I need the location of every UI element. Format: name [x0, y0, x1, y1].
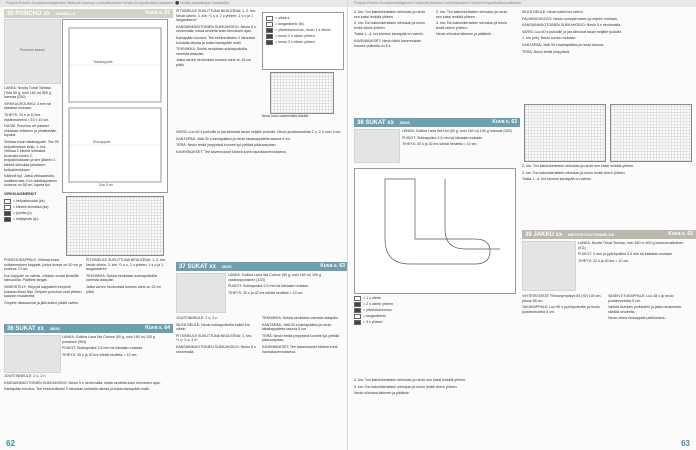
paragraph: KAVENNUKSET: Tee kavennukset kärkeä kohti nauhakavennuksena. — [262, 344, 338, 354]
poncho-photo — [4, 19, 61, 84]
paragraph: PUIKOT: Sukkapuikot 2,5 mm tai käsialan mukaan. — [228, 284, 310, 289]
paragraph: Neulo silmukat kärkeen ja päättele. — [436, 32, 492, 37]
legend-row — [266, 28, 340, 33]
socks-38-title: 38 SUKAT xx — [357, 120, 394, 126]
jacket-39-header — [522, 230, 696, 239]
legend-swatch — [354, 320, 361, 325]
top-bar-text: Pohjola-Puhelin-Sovuksimmätajärveen Nilakoirin teamma Lomirottsonanne Novita Erovjaoltuhtäva sekainen: ⚫ Novita-sukkalangan kantaketjut — [6, 1, 230, 5]
legend-row — [354, 320, 514, 325]
paragraph: Ompele olkasaumat ja jätä aukko päätä varten. — [4, 300, 80, 305]
paragraph: PONCHOKAPPALE: Virkkaa ensin suikalemainen kappale, jonka leveys on 20 cm ja korkeus 70 cm. — [4, 258, 82, 272]
socks-38-designer: 36/39 — [399, 120, 410, 125]
poncho-diagram — [62, 19, 168, 193]
poncho-col-1 — [4, 86, 59, 190]
socks-38-page-ref: Kuva s. 63 — [492, 119, 517, 125]
poncho-diagram-svg — [63, 20, 167, 192]
paragraph: TIHEYS: 19 s ja 10 krs mallineuleeksi = 10 x 10 cm. — [4, 112, 50, 122]
poncho-designer: NAISELLE — [55, 11, 76, 16]
paragraph: PALMIKKOKUVIO: Neulo ruutupiirroksen ja ohjeen mukaan. — [522, 16, 618, 21]
paragraph: Kantapään korotus: Tee ensimmäisten 2 silmukan kohdalla oikeaa ja toista kantapään malli. — [4, 387, 150, 392]
jacket-39-col-1 — [522, 294, 604, 444]
chart-legend-list — [266, 16, 340, 66]
legend-text: = langankierto (lk) — [275, 22, 304, 27]
legend-swatch — [354, 302, 361, 307]
paragraph: KANSAINMUOTOINEN SUKKAHOIDO: Neulo 5 s neulomalla, toista neuletta koko kerroksen ajan. — [4, 380, 161, 385]
legend-row — [266, 16, 340, 21]
page-number-right: 63 — [681, 439, 690, 448]
paragraph: 1. krs (oik): Neulo kuvion mukaan. — [522, 36, 577, 41]
jacket-39-designer: NEITEISTUOTENIME-DA — [568, 232, 615, 237]
paragraph: JOUSTINNEULE: 2 o, 2 n — [176, 316, 218, 320]
diagram-label-front: Etukappale — [93, 140, 111, 144]
legend-swatch — [354, 314, 361, 319]
sock-diagram — [354, 168, 516, 294]
paragraph: 3. krs: Ton kaksinkertaisen silmukan ja neulo lenkit oikein yhteen. — [354, 21, 426, 30]
right-col-3b — [522, 164, 690, 224]
sock-outline — [385, 179, 490, 264]
paragraph: Toista 1.–4. krs kunnes kantapää on valmis. — [354, 32, 424, 37]
socks-38-body — [354, 378, 514, 444]
paragraph: JOUSTINNEULE: 2 o, 2 n — [4, 374, 46, 378]
legend-row — [266, 34, 340, 39]
socks-38-photo — [354, 129, 400, 163]
cable-chart-b — [610, 104, 692, 162]
legend-row — [266, 40, 340, 45]
paragraph: TEKNIIKKA: Sukka neulotaan sukkapuikoilla varresta alaspäin. — [176, 47, 247, 56]
poncho-page-ref: Kuva s. 61 — [145, 10, 170, 16]
legend-text: = ylivetokavennus, neulo 1 s oikein — [275, 28, 331, 33]
legend-swatch — [266, 22, 273, 27]
lace-chart — [270, 72, 334, 114]
paragraph: Kantapään korotus: Tee ensimmäisten 2 silmukan kohdalla oikeaa ja toista kantapään malli. — [176, 35, 256, 45]
paragraph: SILEÄ NEULE: Neulo sukkapuikoilla kaikki krs oikein. — [176, 322, 250, 332]
legend-swatch — [4, 217, 11, 222]
socks-36-body — [4, 374, 166, 442]
legend-row — [4, 205, 64, 210]
paragraph: Z. krs: Ton kaksinkertaisen silmukan ja neulo sen kaksi lenkkiä yhteen. — [522, 164, 635, 168]
paragraph: VASEN ETUKAPPALE: Luo 48 s ja neulo joustinneuletta 5 cm. — [608, 294, 674, 303]
page-number-left: 62 — [6, 439, 15, 448]
paragraph: VARSI: Luo 60 s puikoille ja jaa silmukat tasan neljälle puikolle. — [522, 29, 623, 34]
poncho-header — [4, 9, 173, 18]
legend-row — [354, 308, 514, 313]
jacket-39-yarn — [578, 241, 690, 291]
socks-37-yarn — [228, 273, 342, 313]
paragraph: LANKA: Novita Tuhat Tarinaa (Tofa 50 g, noin 160 m) 500 g harmaa (030) — [4, 86, 51, 100]
poncho-col-2 — [4, 258, 82, 320]
socks-36-designer: 38/39 — [49, 326, 60, 331]
paragraph: PITSINEULE SUKUTTUNA NEULEENA: 1. 2. krs: Neulo oikein. 3. krs: *1 s o, 2 o yhteen, 1 s o ja 1 langankierto*. — [86, 258, 166, 272]
socks-37-designer: 36/39 — [221, 264, 232, 269]
paragraph: 3. krs: Ton kaksinkertaisen silmukan ja neulo lenkit oikein yhteen. — [354, 384, 458, 389]
paragraph: PITSINEULE SUKUTTUNA NEULEENA: 1. 2. krs: Neulo oikein. 3. krs: *1 s o, 2 o yhteen, 1 s o ja 1 langankierto*. — [176, 9, 256, 23]
paragraph: Käännä työ. Jatka virkkaamalla mallikerrosta. Kun takakappaleen korkeus on 58 cm, lopeta työ. — [4, 174, 58, 188]
legend-title: VIRKKUUSMERKIT — [4, 192, 37, 196]
right-col-3 — [522, 10, 690, 100]
paragraph: Jatka varren neulomista kunnes varsi on 15 cm pitkä. — [176, 58, 252, 67]
socks-36-yarn — [62, 335, 166, 371]
legend-swatch — [266, 16, 273, 21]
sock-outline-2 — [445, 179, 500, 249]
paragraph: KANTAPÄÄ: Jätä 30 s kantapääksi ja neulo tasona. — [522, 42, 605, 47]
legend-text: = 3 s yhteen — [363, 320, 383, 325]
paragraph: TIHEYS: 30 s ja 42 krs sileää neuletta = 10 cm. — [62, 352, 138, 357]
paragraph: LANKA: Gollina Lana Wa Cotone (50 g, noin 160 m) 100 g vaaleanpunainen (103) — [228, 273, 321, 282]
paragraph: LANKA: Gollina Lana Wa Uni (50 g, noin 160 m) 100 g turkoosi (325) — [402, 129, 512, 133]
paragraph: TIHEYS: 30 s ja 42 krs sileää neuletta = 10 cm. — [228, 290, 304, 295]
socks-38-yarn — [402, 129, 514, 163]
paragraph: PUIKOT: 3 mm ja pyöröpuikko 3,5 mm tai käsialan mukaan. — [578, 252, 673, 257]
paragraph: 3. krs: Ton kaksinkertaisen silmukan ja neulo lenkit oikein yhteen. — [436, 21, 508, 30]
legend-text: = 1 s oikein — [363, 296, 382, 301]
jacket-39-photo — [522, 241, 576, 291]
paragraph: PITSINEULE SUKUTTUNA NEULEENA: 1. krs: *1 o, 2 o, 1 s*. — [176, 333, 252, 343]
legend-row — [4, 211, 64, 216]
paragraph: KANSAINMUOTOINEN SUKKAHOIDO: Neulo 5 s neulomalla. — [522, 23, 622, 28]
legend-text: = oikea s — [275, 16, 290, 21]
paragraph: TERÄ: Neulo terää ympyränä kunnes työ peittää pikkuvarpaan. — [176, 143, 277, 148]
paragraph: TERÄ: Neulo terää ympyränä kunnes työ peittää pikkuvarpaan. — [262, 333, 340, 343]
paragraph: Z. krs: Ton kaksinkertaisen silmukan ja neulo sen kaksi lenkkiä yhteen. — [354, 10, 426, 19]
diagram-label-width: Sivu 5 cm — [99, 183, 113, 187]
socks-37-page-ref: Kuva s. 63 — [320, 263, 345, 269]
legend-row — [266, 22, 340, 27]
paragraph: VARSI: Luo 60 s puikoille ja jaa silmukat tasan neljälle puikolle. Neulo joustinneuletta 2 o, 2 n noin 3 cm. — [176, 130, 342, 134]
legend-text: = langankierto — [363, 314, 386, 319]
legend-swatch — [4, 205, 11, 210]
socks-37-photo — [176, 273, 226, 313]
paragraph: KAVENNUKSET: Tee kavennukset kärkeä kohti nauhakavennuksena. — [176, 149, 287, 154]
paragraph: Z. krs: Ton kaksinkertaisen silmukan ja neulo sen kaksi lenkkiä yhteen. — [436, 10, 508, 19]
paragraph: Vaihda isompiin puikkoihin ja jatka neulomista sileällä neuleella. — [608, 305, 681, 314]
paragraph: Virkkaa ensin takakappale. Tee 99 ketjusilmukan ketju. 1. krs: Virkkaa 1 kiinteä silmukka koukusta lukien 2. ketjusilmukkaan ja sen jälkeen 1 kiinteä silmukka jokaiseen ketjusilmukkaan. — [4, 139, 59, 172]
paragraph: Toista 1.–4. krs kunnes kantapää on valmis. — [522, 177, 592, 182]
cable-chart-a — [524, 104, 606, 162]
jacket-39-page-ref: Kuva s. 65 — [668, 231, 693, 237]
paragraph: Neulo oikea etukappale peilikuvana. — [608, 316, 666, 321]
legend-text: = ketjusilmukka (ks) — [13, 198, 45, 203]
socks-38-header — [354, 118, 520, 127]
poncho-legend — [4, 192, 64, 232]
poncho-photo-label: Ponchon kaavio — [20, 48, 45, 52]
socks-37-col-2 — [262, 316, 342, 442]
paragraph: KANSAINMUOTOINEN SUKKAHOIDO: Neulo 5 s neulomalla, toista neuletta koko kerroksen ajan. — [176, 24, 256, 34]
legend-row — [354, 296, 514, 301]
legend-swatch — [266, 28, 273, 33]
legend-row — [4, 217, 64, 222]
legend-row — [354, 302, 514, 307]
poncho-col-2b — [86, 258, 166, 320]
paragraph: Jatka varren neulomista kunnes varsi on 15 cm pitkä. — [86, 284, 162, 294]
socks-36-page-ref: Kuva s. 64 — [145, 325, 170, 331]
socks-36-photo — [4, 335, 61, 373]
paragraph: LANKA: Gollina Lana Wa Cotone (50 g, noin 160 m) 100 g punainen (554) — [62, 335, 155, 344]
socks-36-title: 36 SUKAT xx — [7, 326, 44, 332]
paragraph: VIHTEEN MITAT: Rinnanympärys 84 (92) 100 cm, pituus 55 cm. — [522, 294, 602, 303]
chart-note: Neulo kuvio vasemmalta oikealle — [262, 114, 309, 118]
paragraph: KANTAPÄÄ: Jätä 30 s kantapääksi ja neulo takakappaletta tasona 5 cm. — [262, 322, 332, 332]
paragraph: SILEÄ NEULE: Neulo kaikki krs oikein. — [522, 10, 584, 14]
socks-text-middle — [176, 130, 342, 256]
poncho-title: 35 PONCHO xx — [7, 11, 51, 17]
paragraph: HUOM: Ponchon eri palaset virkataan erikseen ja yhdistetään lopuksi. — [4, 124, 57, 138]
paragraph: TEKNIIKKA: Sukka neulotaan varresta alaspäin. — [262, 316, 339, 320]
paragraph: Neulo silmukat kärkeen ja päättele. — [354, 391, 410, 396]
legend-swatch — [4, 211, 11, 216]
paragraph: TERÄ: Neulo terää ympyränä. — [522, 49, 570, 54]
socks-37-header — [176, 262, 348, 271]
legend-swatch — [354, 308, 361, 313]
chart-legend-box — [262, 12, 344, 70]
paragraph: PUIKOT: Sukkapuikot 2,5 mm tai käsialan mukaan. — [62, 346, 144, 351]
legend-text: = ristipylväs (rp) — [13, 216, 39, 221]
legend-swatch — [266, 34, 273, 39]
socks-36-header — [4, 324, 173, 333]
legend-text: = neulo 3 s oikein yhteen — [275, 40, 315, 45]
paragraph: 3. krs: Ton kaksinkertaisen silmukan ja neulo lenkit oikein yhteen. — [522, 170, 626, 175]
poncho-stitch-chart — [66, 196, 164, 256]
legend-row — [4, 199, 64, 204]
paragraph: KAVENNUKSET: Neulo kärki kavennuksin kunnes puikoilla on 8 s. — [354, 38, 422, 48]
paragraph: TIHEYS: 22 s ja 30 krs = 10 cm. — [578, 258, 630, 263]
sock-diagram-svg — [355, 169, 515, 293]
jacket-39-title: 39 JAKKU xx — [525, 232, 563, 238]
mid-legend — [354, 296, 514, 376]
paragraph: Kun kappale on valmis, virkkaa reunat kiinteillä silmukoilla. Päättele langat. — [4, 273, 79, 283]
paragraph: KANSAINMUOTOINEN SUKKAHOIDO: Neulo 5 s neulomalla. — [176, 344, 256, 354]
paragraph: Z. krs: Ton kaksinkertaisen silmukan ja neulo sen kaksi lenkkiä yhteen. — [354, 378, 467, 382]
paragraph: PUIKOT: Sukkapuikot 2,5 mm tai käsialan mukaan. — [402, 135, 484, 140]
top-bar-text: Pohjola-Puhelin-Sovuksimmätajärveen Nilakoirin teamma Lomirottsonanne Novita Erovjaoltuhtäva sekainen — [354, 1, 522, 5]
top-bar-left — [0, 0, 348, 7]
jacket-39-col-2 — [608, 294, 690, 444]
paragraph: VIRKKUUKOUKKU: 4 mm tai käsialan mukaan. — [4, 101, 51, 111]
legend-text: = pylväs (p) — [13, 210, 32, 215]
paragraph: LANKA: Novita Tuhat Tarinaa, noin 160 m 400 g luonnonvalkoinen (011) — [578, 241, 684, 250]
socks-37-title: 37 SUKAT xx — [179, 264, 216, 270]
diagram-label-back: Takakappale — [93, 60, 113, 64]
legend-text: = 2 s oikein yhteen — [363, 302, 394, 307]
legend-row — [354, 314, 514, 319]
right-page — [348, 0, 696, 450]
legend-text: = kiinteä silmukka (ks) — [13, 204, 49, 209]
paragraph: KANTAPÄÄ: Jätä 30 s kantapääksi ja neulo takakappaletta tasona 5 cm. — [176, 136, 292, 141]
legend-swatch — [354, 296, 361, 301]
socks-37-col-1 — [176, 316, 256, 442]
legend-text: = ylivetokavennus — [363, 308, 392, 313]
legend-text: = neulo 2 s oikein yhteen — [275, 34, 315, 39]
paragraph: VIIMEISTELY: Höyrytä kappaleet kevyesti kostean liinan läpi. Ompele ponchon osat yhteen kaavion mukaisesti. — [4, 284, 82, 299]
paragraph: TAKAKAPPALE: Luo 96 s pyöröpuikoille ja neulo joustinneuletta 5 cm. — [522, 305, 600, 314]
legend-swatch — [4, 199, 11, 204]
top-bar-right — [348, 0, 696, 7]
legend-swatch — [266, 40, 273, 45]
paragraph: TEKNIIKKA: Sukka neulotaan sukkapuikoilla varresta alaspäin. — [86, 273, 157, 283]
paragraph: TIHEYS: 30 s ja 42 krs sileää neuletta = 10 cm. — [402, 142, 478, 147]
